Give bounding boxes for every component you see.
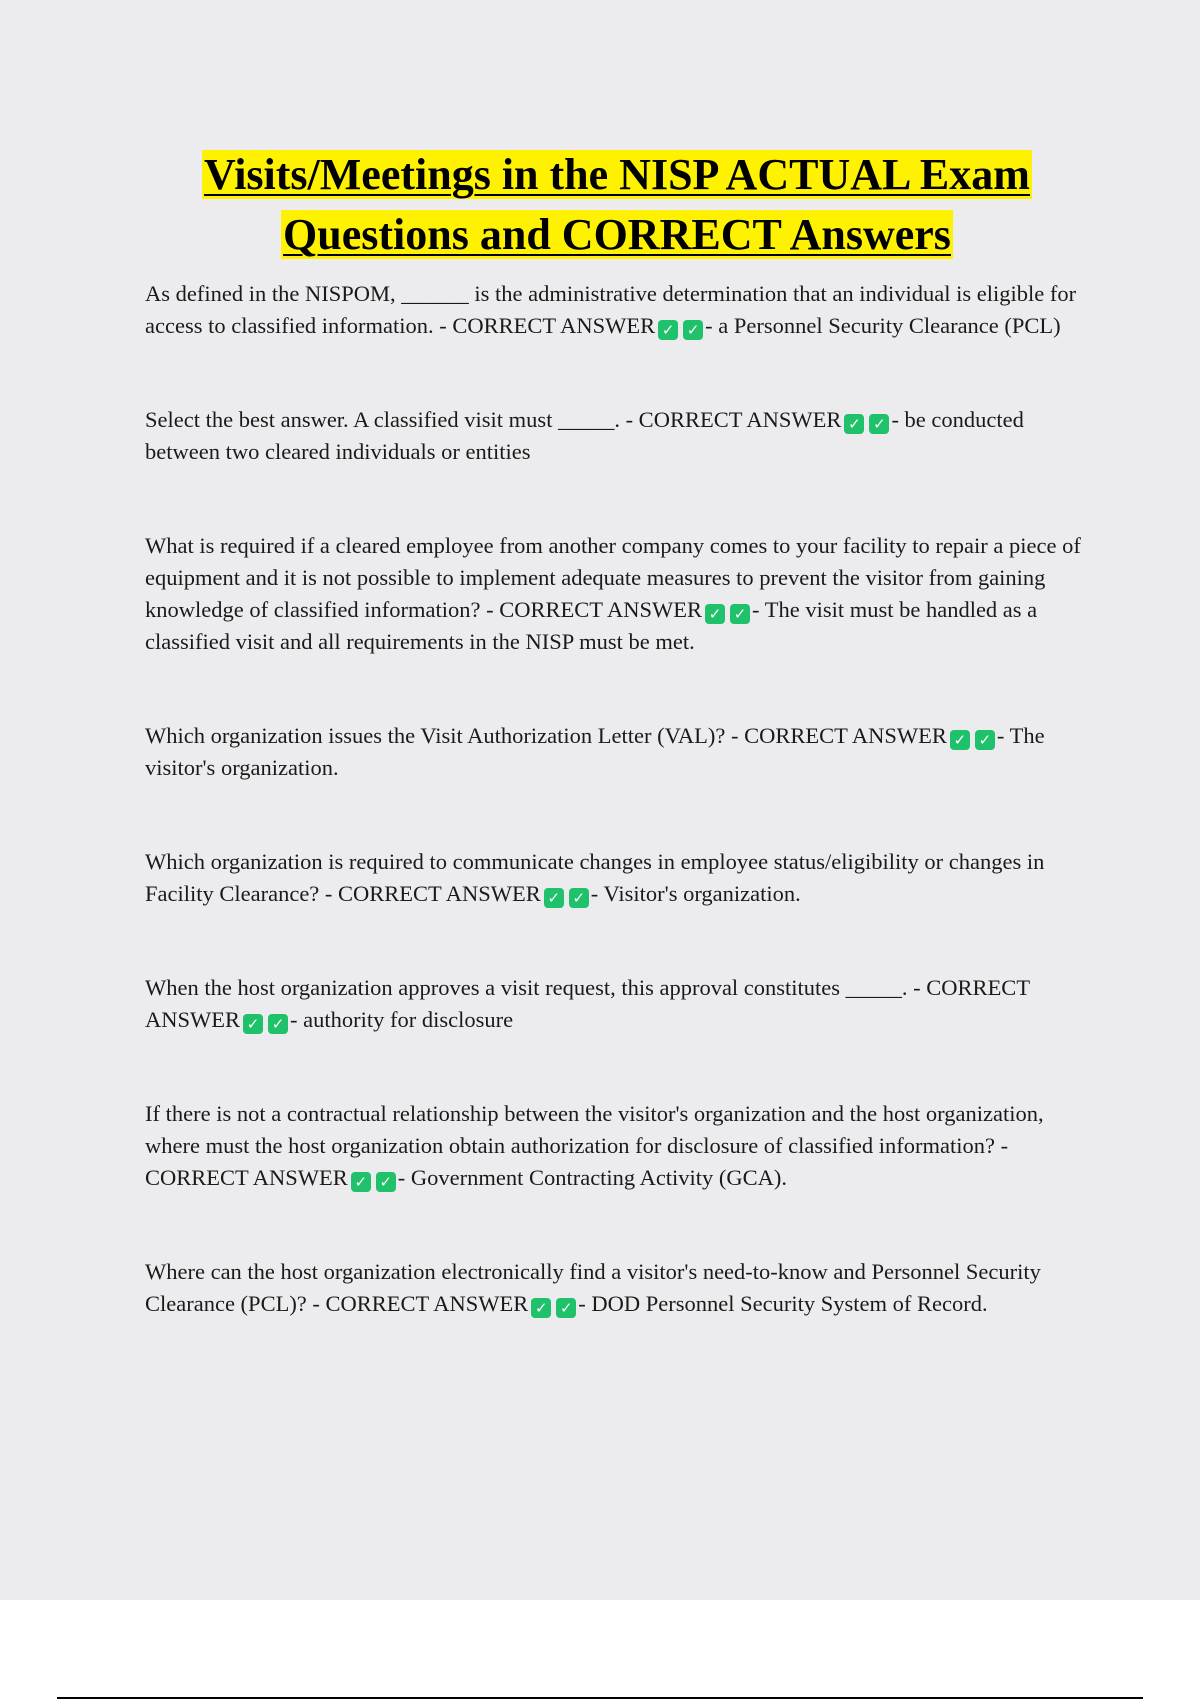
footer-divider (57, 1697, 1143, 1699)
checkmark-icon: ✓ (376, 1172, 396, 1192)
question-text: When the host organization approves a visit request, this approval constitutes _____. - CORRECT ANSWER (145, 975, 1030, 1032)
checkmark-icon: ✓ (869, 414, 889, 434)
question-text: As defined in the NISPOM, ______ is the administrative determination that an individual is eligible for access to classified information. - CORRECT ANSWER (145, 281, 1077, 338)
checkmark-icon: ✓ (544, 888, 564, 908)
question-text: Where can the host organization electronically find a visitor's need-to-know and Personnel Security Clearance (PCL)? - CORRECT ANSWER (145, 1259, 1041, 1316)
title-line-1: Visits/Meetings in the NISP ACTUAL Exam (204, 150, 1030, 199)
title-line-2: Questions and CORRECT Answers (283, 210, 951, 259)
checkmark-icon: ✓ (975, 730, 995, 750)
qa-item (145, 1256, 1090, 1320)
answer-text: - The visit must be handled as a classified visit and all requirements in the NISP must be met. (145, 597, 1038, 654)
qa-item (145, 404, 1090, 468)
answer-text: - Government Contracting Activity (GCA). (397, 1165, 788, 1190)
qa-item (145, 278, 1090, 342)
checkmark-icon: ✓ (844, 414, 864, 434)
answer-text: - authority for disclosure (290, 1007, 514, 1032)
qa-list (145, 278, 1090, 1320)
checkmark-icon: ✓ (556, 1298, 576, 1318)
answer-text: - DOD Personnel Security System of Record. (578, 1291, 988, 1316)
checkmark-icon: ✓ (705, 604, 725, 624)
checkmark-icon: ✓ (268, 1014, 288, 1034)
answer-text: - Visitor's organization. (590, 881, 801, 906)
qa-item (145, 1098, 1090, 1194)
checkmark-icon: ✓ (243, 1014, 263, 1034)
checkmark-icon: ✓ (531, 1298, 551, 1318)
question-text: Which organization issues the Visit Authorization Letter (VAL)? - CORRECT ANSWER (145, 723, 947, 748)
document-title (80, 145, 1154, 265)
question-text: What is required if a cleared employee from another company comes to your facility to repair a piece of equipment and it is not possible to implement adequate measures to prevent the visitor from gaining knowledge of classified information? - CORRECT ANSWER (145, 533, 1081, 622)
checkmark-icon: ✓ (683, 320, 703, 340)
checkmark-icon: ✓ (730, 604, 750, 624)
checkmark-icon: ✓ (569, 888, 589, 908)
answer-text: - be conducted between two cleared individuals or entities (145, 407, 1024, 464)
qa-item (145, 972, 1090, 1036)
question-text: If there is not a contractual relationship between the visitor's organization and the host organization, where must the host organization obtain authorization for disclosure of classified information? - CORRECT ANSWER (145, 1101, 1044, 1190)
checkmark-icon: ✓ (351, 1172, 371, 1192)
answer-text: - a Personnel Security Clearance (PCL) (705, 313, 1061, 338)
qa-item (145, 846, 1090, 910)
question-text: Select the best answer. A classified visit must _____. - CORRECT ANSWER (145, 407, 842, 432)
question-text: Which organization is required to communicate changes in employee status/eligibility or changes in Facility Clearance? - CORRECT ANSWER (145, 849, 1045, 906)
checkmark-icon: ✓ (950, 730, 970, 750)
answer-text: - The visitor's organization. (145, 723, 1045, 780)
qa-item (145, 530, 1090, 658)
qa-item (145, 720, 1090, 784)
checkmark-icon: ✓ (658, 320, 678, 340)
